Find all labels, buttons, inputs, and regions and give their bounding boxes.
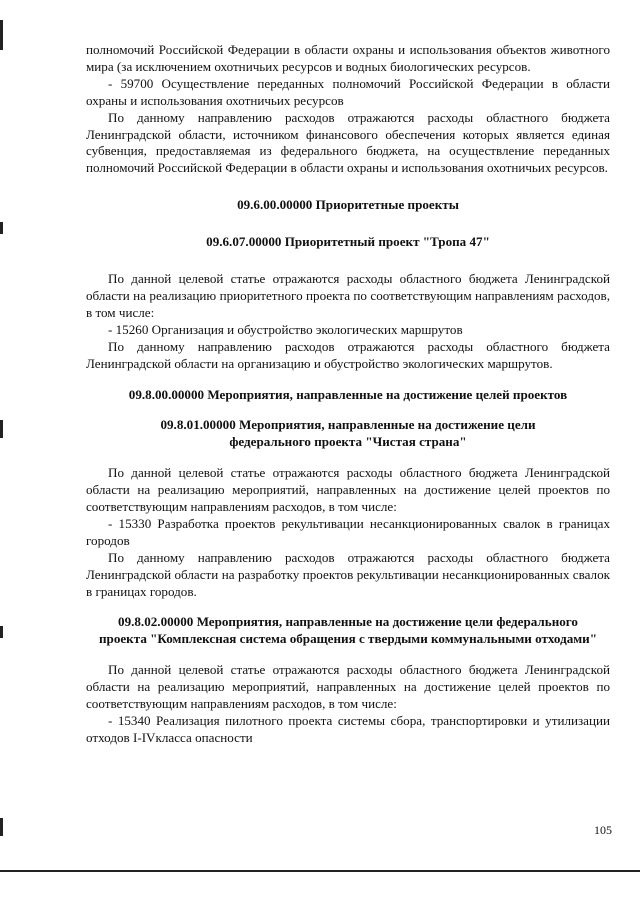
list-item: - 59700 Осуществление переданных полномочий Российской Федерации в области охраны и использования охотничьих ресурсов [86, 75, 610, 108]
page-number: 105 [594, 823, 612, 837]
section-heading: 09.8.01.00000 Мероприятия, направленные на достижение цели федерального проекта "Чистая страна" [160, 417, 536, 450]
paragraph: По данной целевой статье отражаются расходы областного бюджета Ленинградской области на реализацию мероприятий, направленных на достижение целей проектов по соответствующим направлениям расходов, в том числе: [86, 465, 610, 515]
section-heading: 09.8.02.00000 Мероприятия, направленные на достижение цели федерального проекта "Комплексная система обращения с твердыми коммунальными отходами" [99, 614, 597, 647]
scan-margin-mark [0, 20, 3, 50]
list-item: - 15260 Организация и обустройство экологических маршрутов [108, 321, 463, 337]
list-item: - 15330 Разработка проектов рекультивации несанкционированных свалок в границах городов [86, 515, 610, 548]
paragraph: По данной целевой статье отражаются расходы областного бюджета Ленинградской области на реализацию приоритетного проекта по соответствующим направлениям расходов, в том числе: [86, 271, 610, 320]
scan-margin-mark [0, 626, 3, 638]
paragraph: По данному направлению расходов отражаются расходы областного бюджета Ленинградской области на разработку проектов рекультивации несанкционированных свалок в границах городов. [86, 549, 610, 599]
paragraph: полномочий Российской Федерации в области охраны и использования объектов животного мира (за исключением охотничьих ресурсов и водных биологических ресурсов. [86, 42, 610, 74]
list-item: - 15340 Реализация пилотного проекта системы сбора, транспортировки и утилизации отходов I-IVкласса опасности [86, 713, 610, 745]
section-heading: 09.6.07.00000 Приоритетный проект "Тропа 47" [206, 234, 490, 250]
scan-margin-mark [0, 420, 3, 438]
paragraph: По данному направлению расходов отражаются расходы областного бюджета Ленинградской области на организацию и обустройство экологических маршрутов. [86, 338, 610, 371]
document-body [86, 42, 610, 747]
scan-margin-mark [0, 222, 3, 234]
paragraph: По данной целевой статье отражаются расходы областного бюджета Ленинградской области на реализацию мероприятий, направленных на достижение целей проектов по соответствующим направлениям расходов, в том числе: [86, 662, 610, 712]
section-heading: 09.8.00.00000 Мероприятия, направленные на достижение целей проектов [128, 386, 568, 402]
section-heading: 09.6.00.00000 Приоритетные проекты [237, 197, 459, 213]
scan-bottom-edge [0, 870, 640, 872]
scan-margin-mark [0, 818, 3, 836]
paragraph: По данному направлению расходов отражаются расходы областного бюджета Ленинградской области, источником финансового обеспечения которых является единая субвенция, предоставляемая из федерального бюджета, на осуществление переданных полномочий Российской Федерации в области охраны и использования охотничьих ресурсов. [86, 109, 610, 176]
